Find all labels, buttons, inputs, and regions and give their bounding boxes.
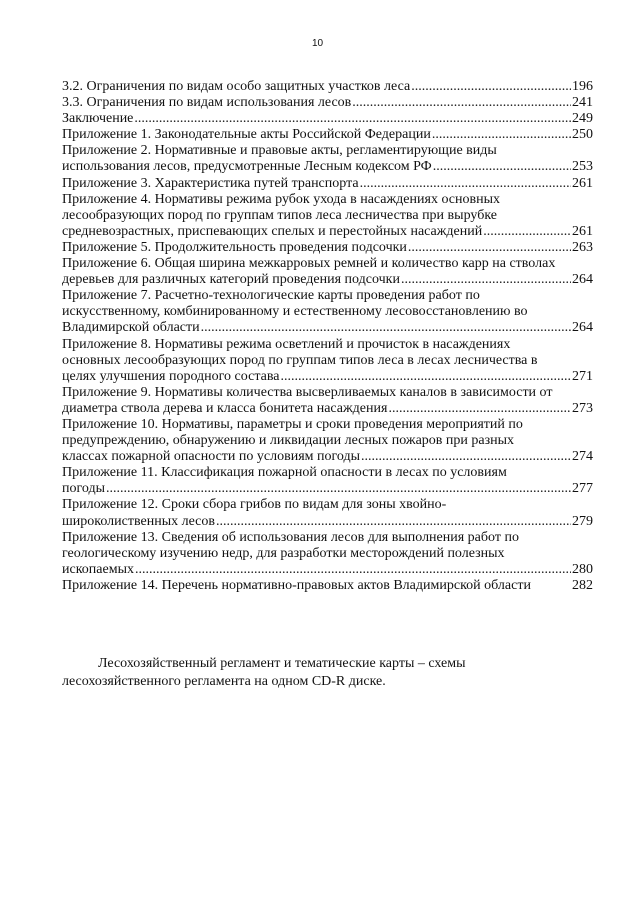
toc-entry — [62, 79, 593, 95]
toc-page-number: 264 — [572, 272, 593, 288]
toc-entry-text: Приложение 3. Характеристика путей транспорта — [62, 175, 359, 191]
dot-leader — [216, 514, 571, 530]
dot-leader — [411, 79, 571, 95]
closing-note-line: лесохозяйственного регламента на одном CD-R диске. — [62, 674, 386, 689]
toc-page-number: 264 — [572, 320, 593, 336]
toc-entry — [62, 578, 593, 594]
toc-page-number: 280 — [572, 561, 593, 577]
toc-entry — [62, 176, 593, 192]
toc-entry — [62, 95, 593, 111]
toc-entry-text: Приложение 12. Сроки сбора грибов по видам для зоны хвойно- — [62, 497, 447, 513]
toc-entry-text: Приложение 5. Продолжительность проведения подсочки — [62, 239, 407, 255]
toc-entry-text: Заключение — [62, 111, 134, 127]
table-of-contents — [62, 79, 593, 594]
toc-page-number: 274 — [572, 449, 593, 465]
toc-entry-text: 3.3. Ограничения по видам использования лесов — [62, 95, 352, 111]
toc-entry-text: лесообразующих пород по группам типов леса лесничества при вырубке — [62, 207, 497, 223]
toc-page-number: 282 — [572, 577, 593, 593]
dot-leader — [388, 401, 571, 417]
toc-entry — [62, 143, 593, 175]
toc-entry — [62, 497, 593, 529]
toc-entry-text: диаметра ствола дерева и класса бонитета насаждения — [62, 400, 388, 416]
toc-page-number: 261 — [572, 223, 593, 239]
toc-entry — [62, 111, 593, 127]
toc-entry-text: Приложение 9. Нормативы количества высверливаемых каналов в зависимости от — [62, 384, 553, 400]
toc-entry — [62, 530, 593, 578]
closing-note — [62, 655, 593, 691]
toc-entry-text: Приложение 11. Классификация пожарной опасности в лесах по условиям — [62, 465, 507, 481]
toc-entry-text: широколиственных лесов — [62, 513, 215, 529]
toc-page-number: 250 — [572, 127, 593, 143]
dot-leader — [134, 111, 571, 127]
dot-leader — [360, 176, 571, 192]
toc-entry-text: классах пожарной опасности по условиям погоды — [62, 449, 361, 465]
toc-entry — [62, 385, 593, 417]
toc-page-number: 249 — [572, 111, 593, 127]
dot-leader — [135, 562, 571, 578]
toc-entry-text: Приложение 7. Расчетно-технологические карты проведения работ по — [62, 288, 480, 304]
toc-entry — [62, 256, 593, 288]
toc-entry-text: Владимирской области — [62, 320, 200, 336]
toc-page-number: 241 — [572, 95, 593, 111]
dot-leader — [433, 159, 571, 175]
toc-entry-text: целях улучшения породного состава — [62, 368, 280, 384]
toc-entry-text: Приложение 4. Нормативы режима рубок ухода в насаждениях основных — [62, 191, 501, 207]
toc-page-number: 273 — [572, 400, 593, 416]
toc-entry-text: Приложение 2. Нормативные и правовые акты, регламентирующие виды — [62, 143, 497, 159]
dot-leader — [280, 369, 571, 385]
toc-page-number: 279 — [572, 513, 593, 529]
toc-entry-text: использования лесов, предусмотренные Лесным кодексом РФ — [62, 159, 432, 175]
page-number: 10 — [311, 38, 324, 49]
toc-page-number: 261 — [572, 175, 593, 191]
toc-entry — [62, 240, 593, 256]
toc-entry-text: Приложение 14. Перечень нормативно-правовых актов Владимирской области — [62, 577, 531, 593]
toc-page-number: 263 — [572, 239, 593, 255]
dot-leader — [432, 127, 571, 143]
toc-entry — [62, 288, 593, 336]
toc-entry-text: Приложение 10. Нормативы, параметры и сроки проведения мероприятий по — [62, 416, 523, 432]
toc-entry-text: Приложение 6. Общая ширина межкарровых ремней и количество карр на стволах — [62, 256, 556, 272]
dot-leader — [408, 240, 571, 256]
toc-entry-text: искусственному, комбинированному и естественному лесовосстановлению во — [62, 304, 528, 320]
toc-entry-text: погоды — [62, 481, 106, 497]
toc-entry-text: 3.2. Ограничения по видам особо защитных участков леса — [62, 79, 411, 94]
toc-entry — [62, 465, 593, 497]
dot-leader — [352, 95, 571, 111]
closing-note-line: Лесохозяйственный регламент и тематические карты – схемы — [98, 656, 466, 671]
toc-entry — [62, 417, 593, 465]
dot-leader — [106, 481, 571, 497]
toc-entry-text: основных лесообразующих пород по группам типов леса в лесах лесничества в — [62, 352, 538, 368]
toc-page-number: 277 — [572, 481, 593, 497]
toc-entry — [62, 127, 593, 143]
toc-entry — [62, 337, 593, 385]
toc-entry-text: ископаемых — [62, 561, 134, 577]
dot-leader — [401, 272, 571, 288]
toc-page-number: 271 — [572, 368, 593, 384]
toc-entry-text: средневозрастных, приспевающих спелых и перестойных насаждений — [62, 223, 483, 239]
toc-entry-text: Приложение 13. Сведения об использования лесов для выполнения работ по — [62, 529, 519, 545]
dot-leader — [361, 449, 571, 465]
dot-leader — [483, 224, 571, 240]
toc-entry — [62, 192, 593, 240]
toc-entry-text: Приложение 8. Нормативы режима осветлений и прочисток в насаждениях — [62, 336, 511, 352]
dot-leader — [201, 320, 571, 336]
toc-page-number: 196 — [572, 79, 593, 94]
toc-page-number: 253 — [572, 159, 593, 175]
toc-entry-text: Приложение 1. Законодательные акты Российской Федерации — [62, 127, 431, 143]
toc-entry-text: геологическому изучению недр, для разработки месторождений полезных — [62, 545, 505, 561]
toc-entry-text: деревьев для различных категорий проведения подсочки — [62, 272, 400, 288]
toc-entry-text: предупреждению, обнаружению и ликвидации лесных пожаров при разных — [62, 433, 515, 449]
